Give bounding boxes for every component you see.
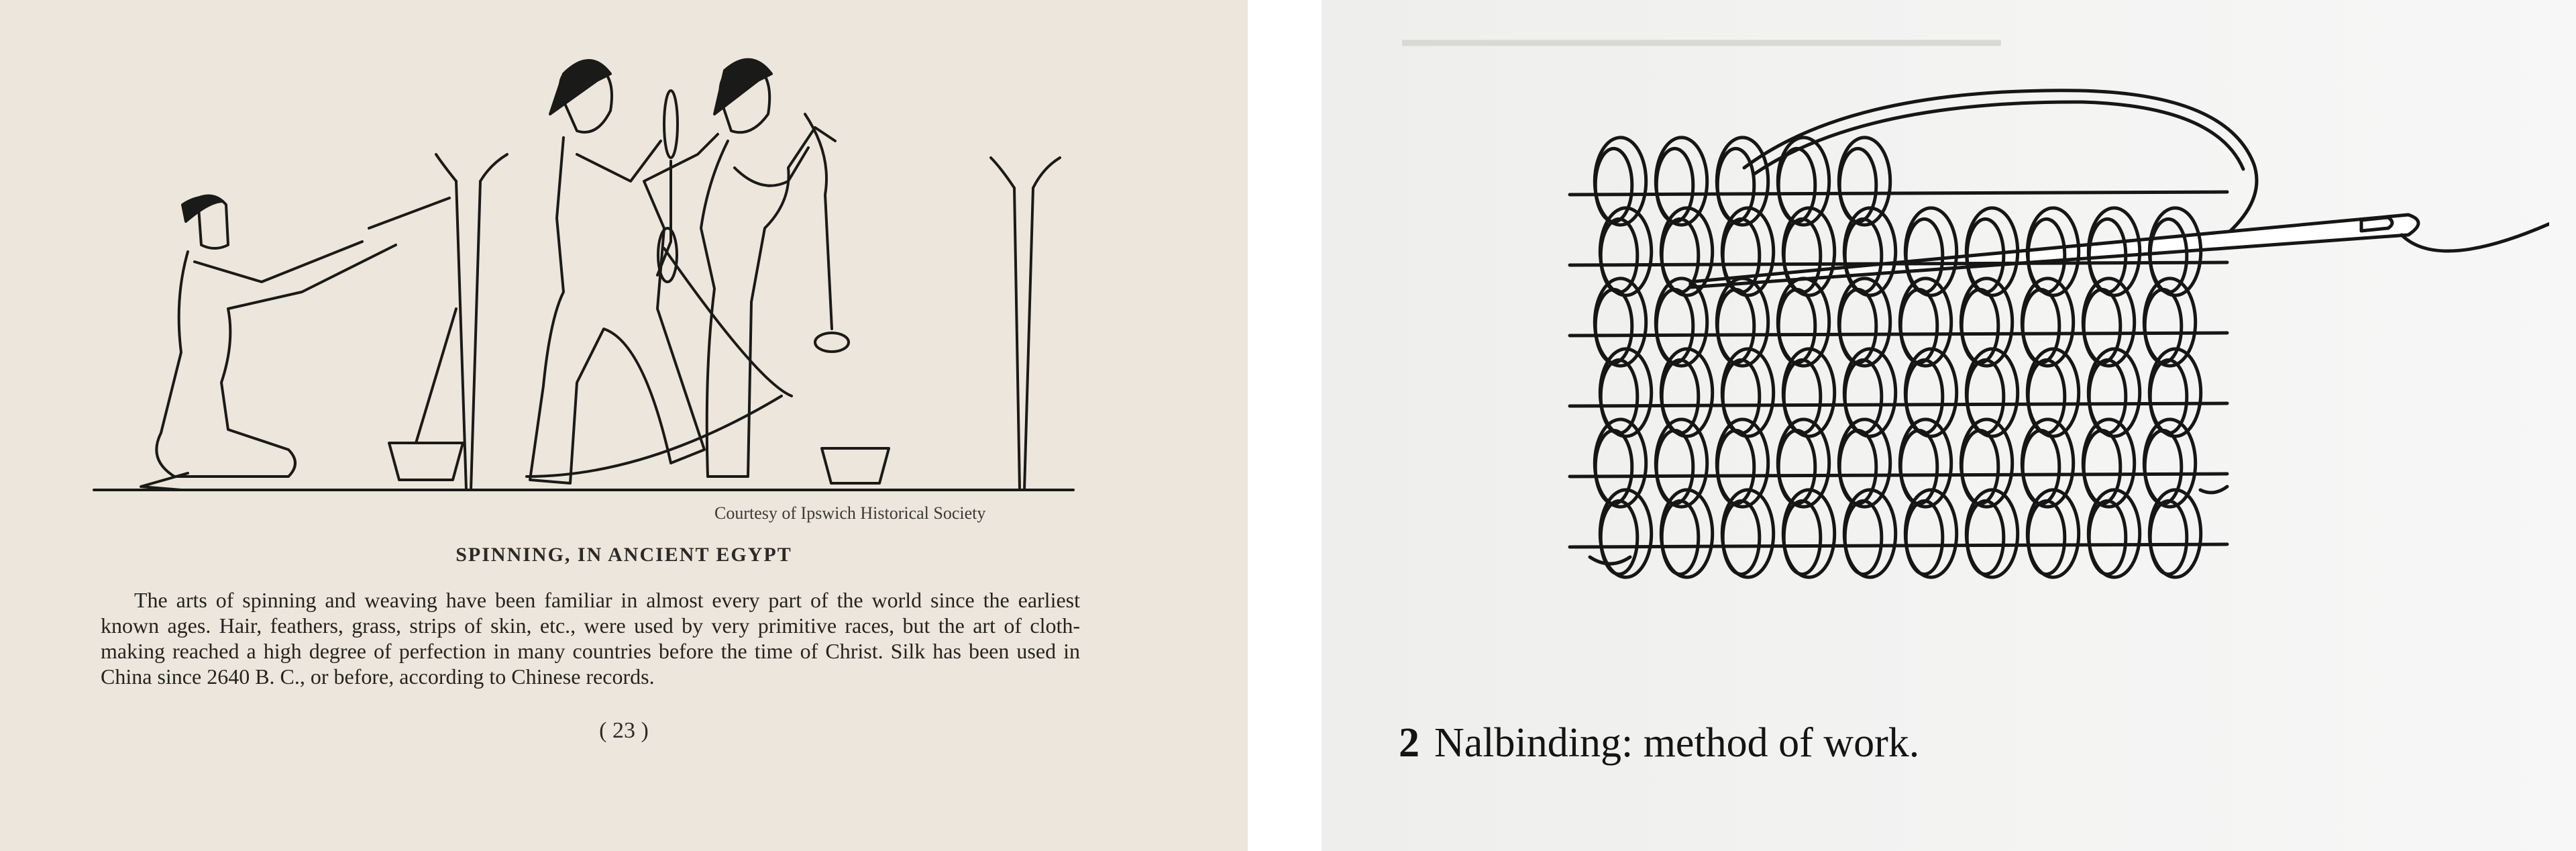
right-book-page <box>1322 0 2576 851</box>
stitch-loop-inner <box>1906 501 1943 574</box>
stitch-loop-inner <box>2150 501 2187 574</box>
illustration-credit: Courtesy of Ipswich Historical Society <box>714 503 986 523</box>
spinning-bowl-left <box>389 443 463 480</box>
working-thread <box>1744 91 2257 245</box>
stitch-loop-inner <box>2028 501 2065 574</box>
stitch-loop-inner <box>1784 501 1821 574</box>
stitch-loop-inner <box>2089 501 2126 574</box>
stitch-loop-inner <box>1845 501 1882 574</box>
stitch-loop-inner <box>1723 501 1760 574</box>
stitch-loop-inner <box>1662 501 1699 574</box>
distaff-stick-left <box>369 154 507 490</box>
figure-caption <box>1399 719 1919 767</box>
thread-row <box>1570 403 2227 406</box>
standing-spinner-figure-center <box>530 60 718 483</box>
kneeling-spinner-figure <box>141 196 396 490</box>
nalbinding-stitch-diagram <box>1529 74 2549 584</box>
thread-row <box>1570 192 2227 195</box>
page-gutter <box>1248 0 1322 851</box>
thread-row <box>1570 544 2227 547</box>
spinning-bowl-right <box>822 448 889 483</box>
egyptian-spinning-illustration <box>80 27 1087 510</box>
page-number: ( 23 ) <box>599 718 649 743</box>
thread-row <box>1570 333 2227 336</box>
thread-row <box>1570 262 2227 265</box>
stitch-loops <box>1590 138 2227 577</box>
show-through-text: ▁▁▁▁▁▁▁▁▁▁▁▁▁▁▁▁▁▁▁▁ <box>1402 1 2001 45</box>
figure-caption-text: Nalbinding: method of work. <box>1434 720 1920 766</box>
figure-caption-paragraph: The arts of spinning and weaving have been familiar in almost every part of the world since the earliest known ages. Hair, feathers, grass, strips of skin, etc., were used by very primitive races, but the art of cloth-making reached a high degree of perfection in many countries before the time of Christ. Silk has been used in China since 2640 B. C., or before, according to Chinese records. <box>101 588 1080 689</box>
stitch-loop-inner <box>1967 501 2004 574</box>
thread-row <box>1570 474 2227 477</box>
left-book-page <box>0 0 1248 851</box>
distaff-stick-right <box>991 158 1060 490</box>
figure-title: SPINNING, IN ANCIENT EGYPT <box>455 544 792 566</box>
figure-number: 2 <box>1399 720 1419 766</box>
